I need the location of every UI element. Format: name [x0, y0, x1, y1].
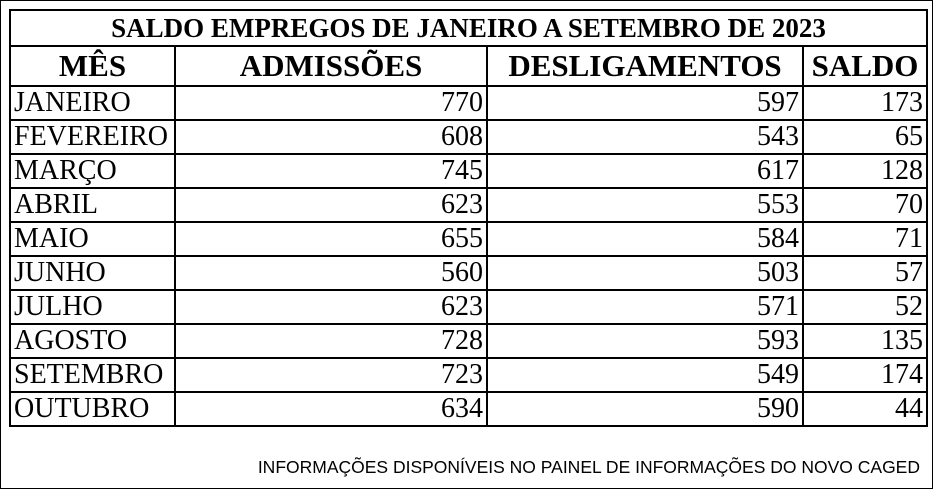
cell-saldo: 70 [803, 188, 927, 222]
cell-admissoes: 608 [175, 120, 487, 154]
cell-desligamentos: 584 [487, 222, 803, 256]
cell-mes: JUNHO [10, 256, 175, 290]
cell-admissoes: 728 [175, 324, 487, 358]
cell-mes: JANEIRO [10, 86, 175, 120]
table-body [10, 86, 927, 426]
cell-desligamentos: 593 [487, 324, 803, 358]
column-header-desligamentos: DESLIGAMENTOS [487, 46, 803, 86]
table-row [10, 290, 927, 324]
table-row [10, 256, 927, 290]
table-row [10, 222, 927, 256]
column-header-admissoes: ADMISSÕES [175, 46, 487, 86]
cell-desligamentos: 553 [487, 188, 803, 222]
cell-desligamentos: 617 [487, 154, 803, 188]
cell-saldo: 57 [803, 256, 927, 290]
cell-mes: OUTUBRO [10, 392, 175, 426]
cell-desligamentos: 597 [487, 86, 803, 120]
cell-saldo: 52 [803, 290, 927, 324]
table-row [10, 358, 927, 392]
source-footnote: INFORMAÇÕES DISPONÍVEIS NO PAINEL DE INFORMAÇÕES DO NOVO CAGED [257, 457, 920, 477]
cell-mes: JULHO [10, 290, 175, 324]
table-title-row [10, 10, 927, 46]
cell-mes: MAIO [10, 222, 175, 256]
cell-saldo: 135 [803, 324, 927, 358]
cell-saldo: 71 [803, 222, 927, 256]
cell-admissoes: 623 [175, 290, 487, 324]
cell-admissoes: 623 [175, 188, 487, 222]
cell-admissoes: 560 [175, 256, 487, 290]
table-row [10, 324, 927, 358]
cell-admissoes: 745 [175, 154, 487, 188]
table-title: SALDO EMPREGOS DE JANEIRO A SETEMBRO DE 2023 [10, 10, 927, 46]
table-row [10, 392, 927, 426]
table-row [10, 86, 927, 120]
cell-mes: MARÇO [10, 154, 175, 188]
cell-desligamentos: 503 [487, 256, 803, 290]
cell-saldo: 65 [803, 120, 927, 154]
cell-admissoes: 770 [175, 86, 487, 120]
column-header-saldo: SALDO [803, 46, 927, 86]
cell-desligamentos: 590 [487, 392, 803, 426]
cell-desligamentos: 543 [487, 120, 803, 154]
table-row [10, 188, 927, 222]
cell-saldo: 174 [803, 358, 927, 392]
cell-mes: FEVEREIRO [10, 120, 175, 154]
cell-saldo: 44 [803, 392, 927, 426]
cell-desligamentos: 549 [487, 358, 803, 392]
cell-mes: SETEMBRO [10, 358, 175, 392]
cell-desligamentos: 571 [487, 290, 803, 324]
cell-mes: AGOSTO [10, 324, 175, 358]
column-header-row [10, 46, 927, 86]
table-row [10, 154, 927, 188]
cell-saldo: 173 [803, 86, 927, 120]
cell-admissoes: 655 [175, 222, 487, 256]
cell-saldo: 128 [803, 154, 927, 188]
column-header-mes: MÊS [10, 46, 175, 86]
saldo-empregos-table [9, 9, 928, 427]
cell-mes: ABRIL [10, 188, 175, 222]
table-row [10, 120, 927, 154]
cell-admissoes: 723 [175, 358, 487, 392]
cell-admissoes: 634 [175, 392, 487, 426]
